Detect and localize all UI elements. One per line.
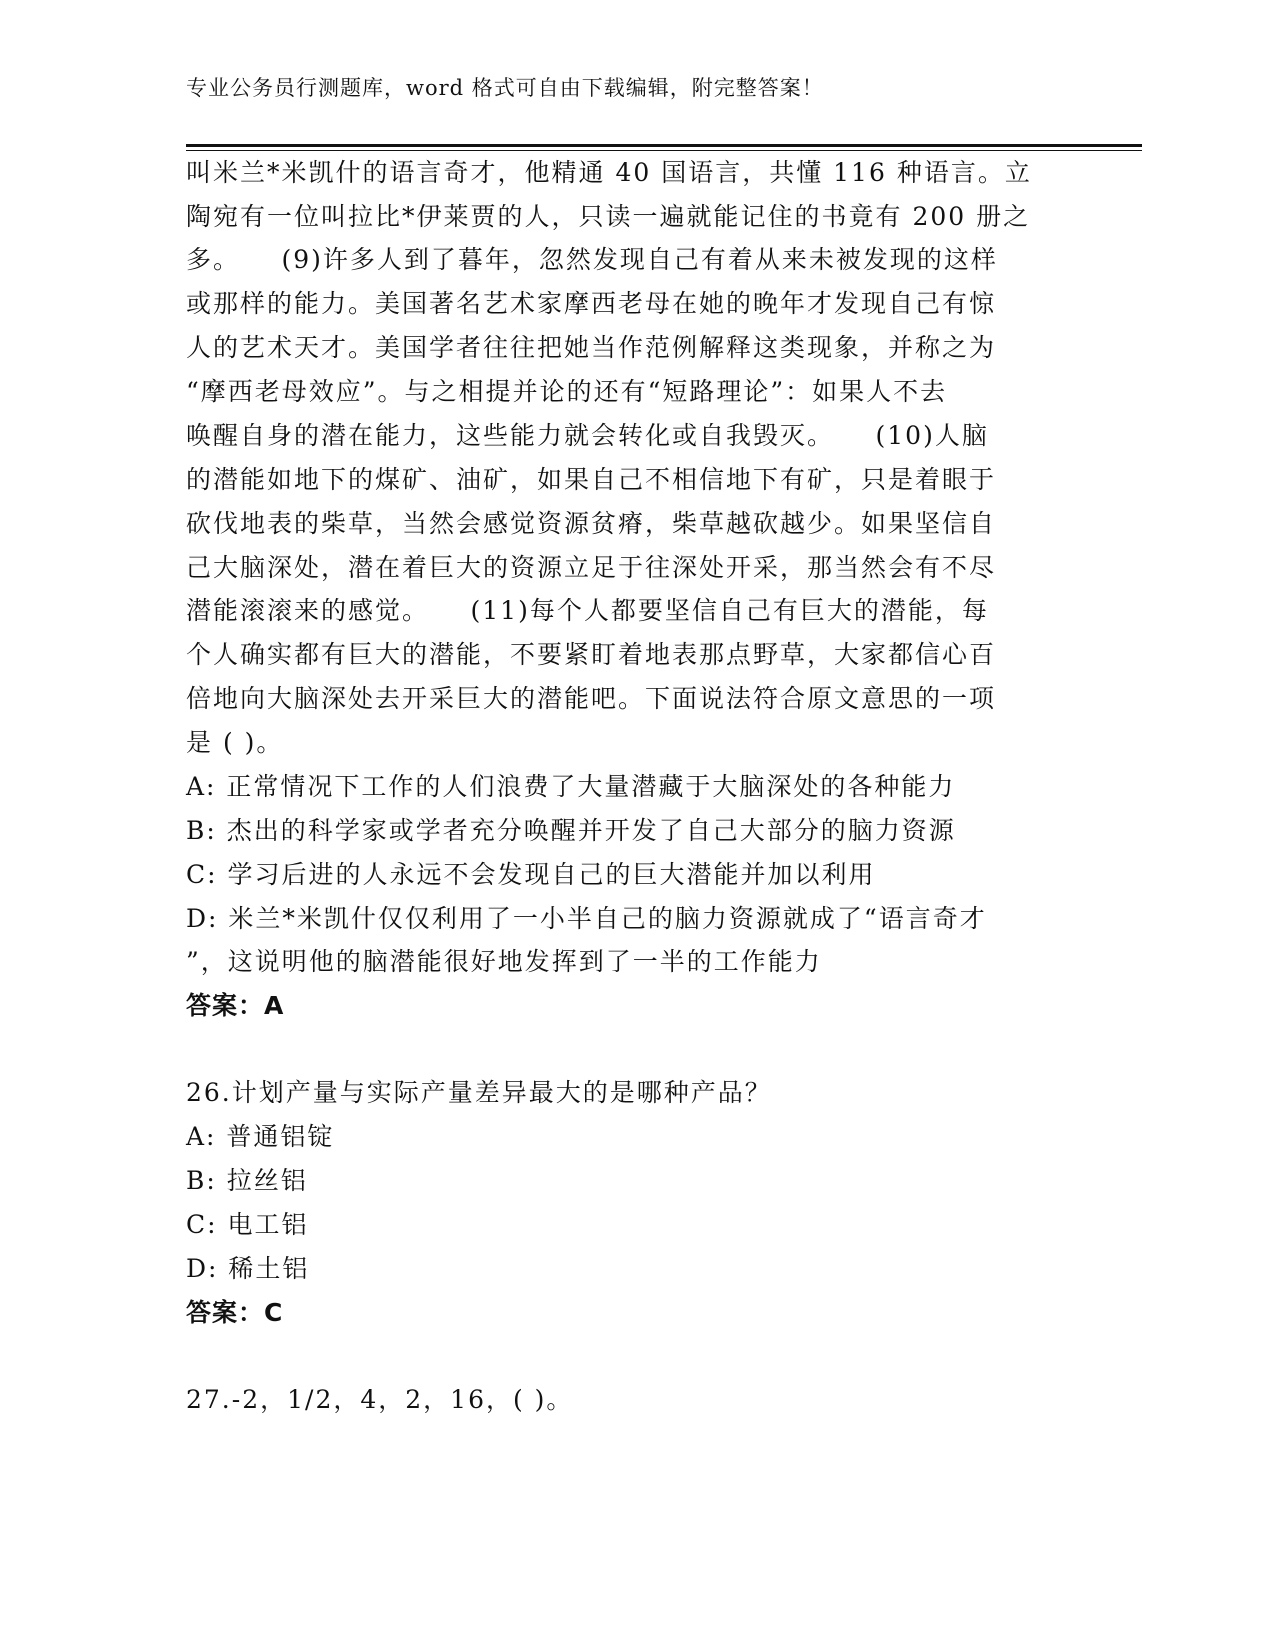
q25-option-a: A: 正常情况下工作的人们浪费了大量潜藏于大脑深处的各种能力 — [186, 772, 956, 801]
passage-line: 个人确实都有巨大的潜能，不要紧盯着地表那点野草，大家都信心百 — [186, 640, 997, 669]
passage-line: 潜能滚滚来的感觉。 (11)每个人都要坚信自己有巨大的潜能，每 — [186, 596, 989, 625]
passage-line: 砍伐地表的柴草，当然会感觉资源贫瘠，柴草越砍越少。如果坚信自 — [186, 509, 997, 538]
q26-option-a: A: 普通铝锭 — [186, 1122, 335, 1151]
passage-line: 或那样的能力。美国著名艺术家摩西老母在她的晚年才发现自己有惊 — [186, 289, 997, 318]
passage-line: 陶宛有一位叫拉比*伊莱贾的人，只读一遍就能记住的书竟有 200 册之 — [186, 202, 1031, 231]
q25-option-d: D: 米兰*米凯什仅仅利用了一小半自己的脑力资源就成了“语言奇才 — [186, 904, 987, 933]
passage-line: “摩西老母效应”。与之相提并论的还有“短路理论”：如果人不去 — [186, 377, 948, 406]
header-note: 专业公务员行测题库，word 格式可自由下载编辑，附完整答案！ — [186, 76, 824, 100]
passage-line: 倍地向大脑深处去开采巨大的潜能吧。下面说法符合原文意思的一项 — [186, 684, 997, 713]
q26-answer: 答案：C — [186, 1298, 284, 1327]
header-rule-thin — [186, 150, 1142, 151]
q26-option-d: D: 稀土铝 — [186, 1254, 310, 1283]
q26-option-b: B: 拉丝铝 — [186, 1166, 308, 1195]
passage-line: 唤醒自身的潜在能力，这些能力就会转化或自我毁灭。 (10)人脑 — [186, 421, 989, 450]
q27-question: 27.-2，1/2，4，2，16，( )。 — [186, 1385, 574, 1414]
passage-line: 多。 (9)许多人到了暮年，忽然发现自己有着从来未被发现的这样 — [186, 245, 998, 274]
passage-line: 人的艺术天才。美国学者往往把她当作范例解释这类现象，并称之为 — [186, 333, 997, 362]
passage-line: 是 ( )。 — [186, 728, 284, 757]
header-rule-thick — [186, 144, 1142, 147]
passage-line: 己大脑深处，潜在着巨大的资源立足于往深处开采，那当然会有不尽 — [186, 553, 997, 582]
q25-option-c: C: 学习后进的人永远不会发现自己的巨大潜能并加以利用 — [186, 860, 876, 889]
q26-question: 26.计划产量与实际产量差异最大的是哪种产品？ — [186, 1078, 772, 1107]
q25-option-b: B: 杰出的科学家或学者充分唤醒并开发了自己大部分的脑力资源 — [186, 816, 956, 845]
passage-line: 叫米兰*米凯什的语言奇才，他精通 40 国语言，共懂 116 种语言。立 — [186, 158, 1032, 187]
q25-option-d-continued: ”，这说明他的脑潜能很好地发挥到了一半的工作能力 — [186, 947, 822, 976]
q26-option-c: C: 电工铝 — [186, 1210, 309, 1239]
q25-answer: 答案：A — [186, 991, 285, 1020]
passage-line: 的潜能如地下的煤矿、油矿，如果自己不相信地下有矿，只是着眼于 — [186, 465, 997, 494]
